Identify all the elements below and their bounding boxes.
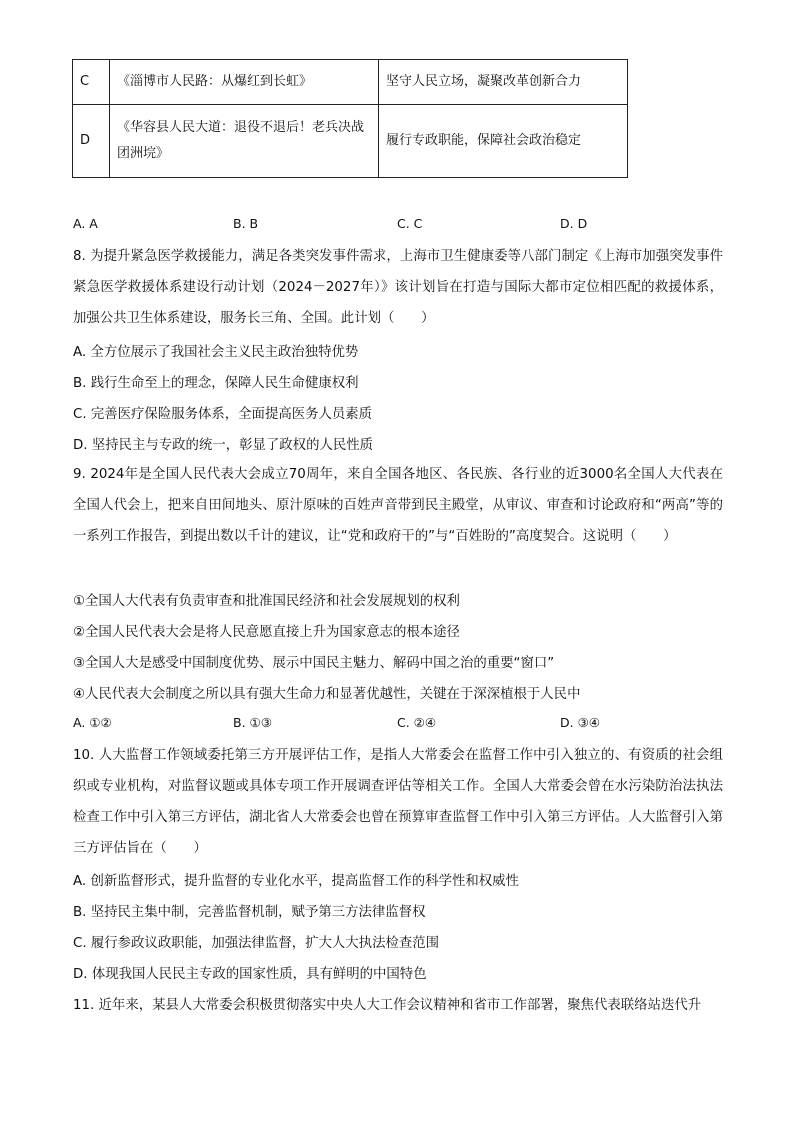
q9-statement-3: ③全国人大是感受中国制度优势、展示中国民主魅力、解码中国之治的重要“窗口” <box>73 656 555 671</box>
choice-b[interactable]: B. ①③ <box>233 715 272 730</box>
row-title: 《淄博市人民路：从爆红到长虹》 <box>110 60 379 105</box>
table-row <box>73 105 628 178</box>
q11-stem: 11. 近年来，某县人大常委会积极贯彻落实中央人大工作会议精神和省市工作部署，聚焦代表联络站迭代升 <box>73 998 702 1013</box>
row-title: 《华容县人民大道：退役不退后！老兵决战团洲垸》 <box>110 105 379 178</box>
row-letter: C <box>73 60 110 105</box>
q10-option-c[interactable]: C. 履行参政议政职能，加强法律监督，扩大人大执法检查范围 <box>73 936 440 951</box>
choice-c[interactable]: C. ②④ <box>397 715 437 730</box>
row-letter: D <box>73 105 110 178</box>
q9-choices <box>73 715 733 733</box>
q9-statement-4: ④人民代表大会制度之所以具有强大生命力和显著优越性，关键在于深深植根于人民中 <box>73 687 581 702</box>
q7-choices <box>73 216 733 234</box>
choice-d[interactable]: D. D <box>560 216 588 231</box>
options-table <box>72 59 628 178</box>
q10-option-a[interactable]: A. 创新监督形式，提升监督的专业化水平，提高监督工作的科学性和权威性 <box>73 874 519 889</box>
q10-option-d[interactable]: D. 体现我国人民民主专政的国家性质，具有鲜明的中国特色 <box>73 967 427 982</box>
choice-a[interactable]: A. A <box>73 216 98 231</box>
q8-option-b[interactable]: B. 践行生命至上的理念，保障人民生命健康权利 <box>73 376 359 391</box>
q8-option-d[interactable]: D. 坚持民主与专政的统一，彰显了政权的人民性质 <box>73 438 374 453</box>
q10-stem: 10. 人大监督工作领域委托第三方开展评估工作，是指人大常委会在监督工作中引入独立的、有资质的社会组织或专业机构，对监督议题或具体专项工作开展调查评估等相关工作。全国人大常委会曾在水污染防治法执法检查工作中引入第三方评估，湖北省人大常委会也曾在预算审查监督工作中引入第三方评估。人大监督引入第三方评估旨在（ ） <box>73 748 723 856</box>
choice-b[interactable]: B. B <box>233 216 259 231</box>
table-row <box>73 60 628 105</box>
row-meaning: 坚守人民立场，凝聚改革创新合力 <box>379 60 628 105</box>
q9-statement-2: ②全国人民代表大会是将人民意愿直接上升为国家意志的根本途径 <box>73 625 460 640</box>
choice-a[interactable]: A. ①② <box>73 715 112 730</box>
choice-c[interactable]: C. C <box>397 216 423 231</box>
q10-option-b[interactable]: B. 坚持民主集中制，完善监督机制，赋予第三方法律监督权 <box>73 905 426 920</box>
q8-option-c[interactable]: C. 完善医疗保险服务体系，全面提高医务人员素质 <box>73 407 373 422</box>
choice-d[interactable]: D. ③④ <box>560 715 600 730</box>
q8-option-a[interactable]: A. 全方位展示了我国社会主义民主政治独特优势 <box>73 345 359 360</box>
q9-statement-1: ①全国人大代表有负责审查和批准国民经济和社会发展规划的权利 <box>73 594 460 609</box>
row-meaning: 履行专政职能，保障社会政治稳定 <box>379 105 628 178</box>
q8-stem: 8. 为提升紧急医学救援能力，满足各类突发事件需求，上海市卫生健康委等八部门制定《上海市加强突发事件紧急医学救援体系建设行动计划（2024－2027年）》该计划旨在打造与国际大都市定位相匹配的救援体系，加强公共卫生体系建设，服务长三角、全国。此计划（ ） <box>73 249 723 326</box>
q9-stem: 9. 2024年是全国人民代表大会成立70周年，来自全国各地区、各民族、各行业的近3000名全国人大代表在全国人代会上，把来自田间地头、原汁原味的百姓声音带到民主殿堂，从审议、审查和讨论政府和“两高”等的一系列工作报告，到提出数以千计的建议，让“党和政府干的”与“百姓盼的”高度契合。这说明（ ） <box>73 467 723 544</box>
